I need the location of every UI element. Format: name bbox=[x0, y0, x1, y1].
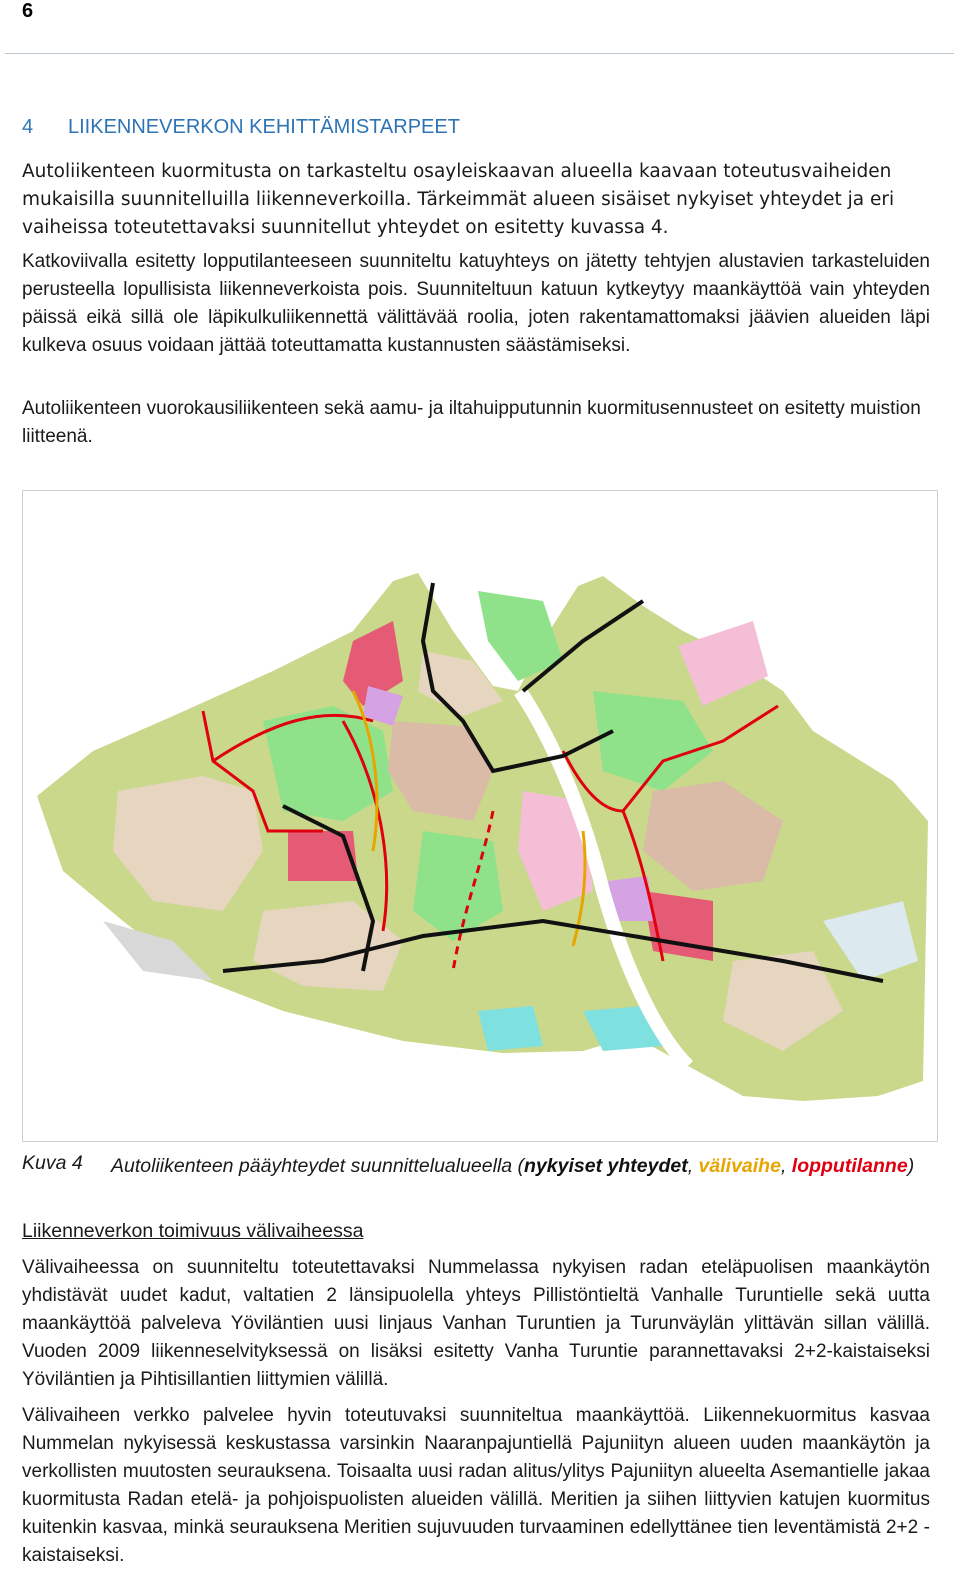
teal-zone bbox=[478, 1006, 543, 1051]
road-network-map bbox=[22, 490, 938, 1142]
section-paragraph-1: Välivaiheessa on suunniteltu toteutettavaksi Nummelassa nykyisen radan eteläpuolisen maankäytön yhdistävät uudet kadut, valtatien 2 länsipuolella yhteys Pillistöntieltä Vanhalle Turuntielle sekä uutta maankäyttöä palveleva Yöviläntien uusi linjaus Vanhan Turuntien ja Turunväylän ylittävän sillan välillä. Vuoden 2009 liikenneselvityksessä on lisäksi esitetty Vanha Turuntie parannettavaksi 2+2-kaistaiseksi Yöviläntien ja Pihtisillantien liittymien välillä. bbox=[22, 1257, 930, 1390]
commercial-zone bbox=[288, 831, 358, 881]
intro-paragraph-3: Autoliikenteen vuorokausiliikenteen sekä aamu- ja iltahuipputunnin kuormitusennusteet on esitetty muistion liitteenä. bbox=[22, 398, 921, 447]
commercial-zone bbox=[643, 891, 713, 961]
subsection-title: Liikenneverkon toimivuus välivaiheessa bbox=[22, 1220, 364, 1242]
caption-main: Autoliikenteen pääyhteydet suunnittelualueella ( bbox=[111, 1155, 525, 1177]
caption-sep-2: , bbox=[780, 1155, 792, 1177]
page-number: 6 bbox=[22, 0, 34, 22]
section-paragraph-2: Välivaiheen verkko palvelee hyvin toteutuvaksi suunniteltua maankäyttöä. Liikennekuormitus kasvaa Nummelan nykyisessä keskustassa varsinkin Naaranpajuntiellä Pajuniityn alueen uuden maankäytön ja verkollisten muutosten seurauksena. Toisaalta uusi radan alitus/ylitys Pajuniityn alueelta Asemantielle jakaa kuormitusta Radan etelä- ja pohjoispuolisten alueiden välillä. Meritien ja siihen liittyvien katujen kuormitus kuitenkin kasvaa, minkä seurauksena Meritien sujuvuuden turvaaminen edellyttänee tien leventämistä 2+2 -kaistaiseksi. bbox=[22, 1405, 930, 1566]
legend-interim: välivaihe bbox=[698, 1155, 781, 1177]
legend-final: lopputilanne bbox=[791, 1155, 908, 1177]
heading-number: 4 bbox=[22, 116, 34, 138]
header-rule bbox=[5, 53, 954, 54]
section-heading bbox=[22, 116, 460, 139]
legend-existing: nykyiset yhteydet bbox=[524, 1155, 688, 1177]
caption-end: ) bbox=[907, 1155, 915, 1177]
intro-paragraph-1: Autoliikenteen kuormitusta on tarkasteltu osayleiskaavan alueella kaavaan toteutusvaiheiden mukaisilla suunnitelluilla liikenneverkoilla. Tärkeimmät alueen sisäiset nykyiset yhteydet ja eri vaiheissa toteutettavaksi suunnitellut yhteydet on esitetty kuvassa 4. bbox=[22, 161, 895, 238]
map-graphic bbox=[23, 491, 937, 1141]
heading-title: LIIKENNEVERKON KEHITTÄMISTARPEET bbox=[68, 116, 460, 138]
caption-sep-1: , bbox=[687, 1155, 699, 1177]
intro-paragraph-2: Katkoviivalla esitetty lopputilanteeseen suunniteltu katuyhteys on jätetty tehtyjen alustavien tarkasteluiden perusteella lopullisista liikenneverkoista pois. Suunniteltuun katuun kytkeytyy maankäyttöä vain yhteyden päissä eikä sillä ole läpikulkuliikennettä välittävää roolia, joten rakentamattomaksi jäävien alueiden läpi kulkeva osuus voidaan jättää toteuttamatta kustannusten säästämiseksi. bbox=[22, 251, 930, 356]
figure-caption bbox=[111, 1152, 931, 1180]
figure-label: Kuva 4 bbox=[22, 1152, 83, 1174]
